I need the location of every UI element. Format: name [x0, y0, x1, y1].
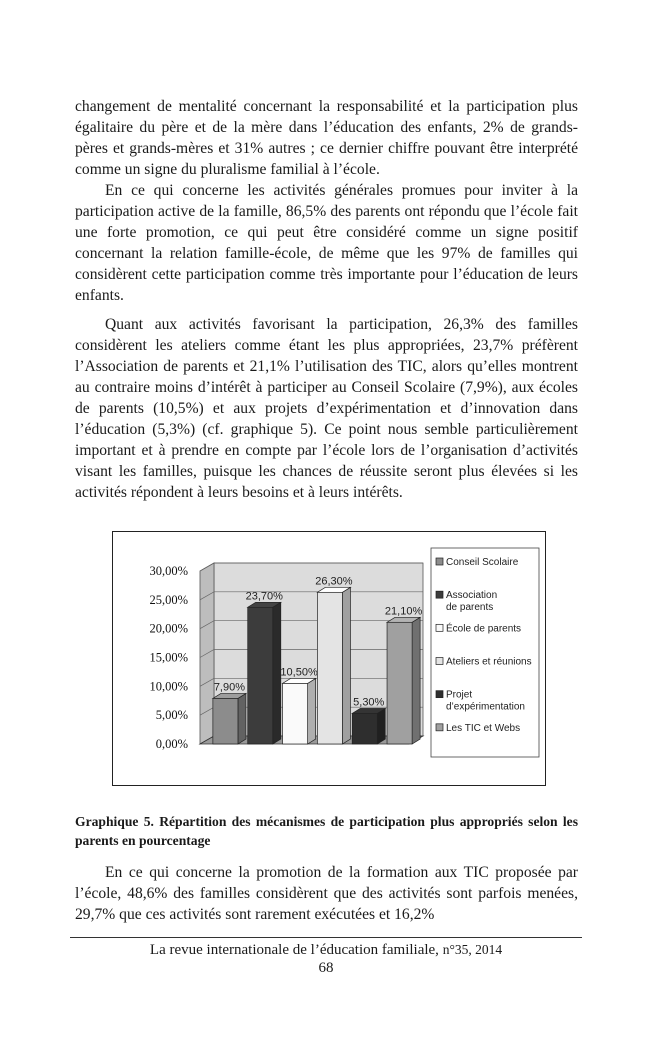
bar-projet-d-exp-rimentation	[352, 713, 377, 744]
y-tick-label: 25,00%	[149, 592, 188, 607]
y-tick-label: 15,00%	[149, 650, 188, 665]
data-label: 10,50%	[280, 666, 318, 679]
y-tick-label: 10,00%	[149, 679, 188, 694]
y-tick-label: 5,00%	[155, 708, 188, 723]
paragraph-1: changement de mentalité concernant la responsabilité et la participation plus égalitaire du père et de la mère dans l’éducation des enfants, 2% de grands-pères et grands-mères et 31% autres ; ce dernier chiffre pouvant être interprété comme un signe du pluralisme familial à l’école.	[75, 98, 578, 178]
legend-swatch	[436, 558, 443, 565]
legend-label: École de parents	[446, 623, 522, 635]
data-label: 26,30%	[315, 575, 353, 588]
data-label: 7,90%	[213, 681, 246, 694]
paragraph-3: Quant aux activités favorisant la participation, 26,3% des familles considèrent les ateliers comme étant les plus appropriées, 23,7% préfèrent l’Association de parents et 21,1% l’utilisation des TIC, alors qu’elles montrent au contraire moins d’intérêt à participer au Conseil Scolaire (7,9%), aux écoles de parents (10,5%) et aux projets d’expérimentation et d’innovation dans l’éducation (5,3%) (cf. graphique 5). Ce point nous semble particulièrement important et à prendre en compte par l’école lors de l’organisation d’activités visant les familles, puisque les chances de réussite seront plus élevées si les activités répondent à leurs besoins et à leurs intérêts.	[75, 316, 578, 501]
bar--cole-de-parents	[283, 683, 308, 744]
running-footer	[70, 940, 582, 960]
bar-side	[342, 587, 350, 744]
y-tick-label: 20,00%	[149, 621, 188, 636]
journal-issue: n°35, 2014	[442, 942, 503, 957]
bar-side	[308, 678, 316, 744]
y-tick-label: 0,00%	[155, 737, 188, 751]
paragraph-4: En ce qui concerne la promotion de la formation aux TIC proposée par l’école, 48,6% des familles considèrent que des activités sont parfois menées, 29,7% que ces activités sont rarement exécutées et 16,2%	[75, 864, 578, 923]
data-label: 23,70%	[245, 590, 283, 603]
bar-les-tic-et-webs	[387, 622, 412, 744]
footer-divider	[70, 937, 582, 938]
bar-chart	[113, 532, 545, 785]
chart-figure	[112, 531, 546, 786]
y-tick-label: 30,00%	[149, 564, 188, 578]
bar-side	[238, 693, 246, 744]
legend-label: Conseil Scolaire	[446, 557, 519, 568]
bar-association-de-parents	[248, 607, 273, 744]
legend-label: Projet d’expérimentation	[446, 689, 525, 713]
data-label: 5,30%	[353, 696, 385, 709]
paragraph-2: En ce qui concerne les activités générales promues pour inviter à la participation active de la famille, 86,5% des parents ont répondu que l’école fait une forte promotion, ce qui peut être considéré comme un signe positif concernant la relation famille-école, de même que les 97% de familles qui considèrent cette participation comme très importante pour l’éducation de leurs enfants.	[75, 182, 578, 304]
legend-label: Les TIC et Webs	[446, 722, 521, 734]
page-number: 68	[318, 960, 334, 976]
bar-side	[412, 617, 420, 744]
legend-swatch	[436, 658, 443, 665]
legend-swatch	[436, 591, 443, 598]
bar-ateliers-et-r-unions	[317, 592, 342, 744]
legend-swatch	[436, 724, 443, 731]
figure-caption: Graphique 5. Répartition des mécanismes de participation plus appropriés selon les parents en pourcentage	[75, 814, 578, 848]
legend-swatch	[436, 624, 443, 631]
journal-name: La revue internationale de l’éducation familiale,	[149, 942, 439, 958]
legend-swatch	[436, 691, 443, 698]
bar-conseil-scolaire	[213, 698, 238, 744]
legend-label: Association de parents	[446, 590, 498, 614]
data-label: 21,10%	[384, 605, 423, 618]
legend-label: Ateliers et réunions	[446, 656, 532, 668]
bar-side	[377, 708, 385, 744]
